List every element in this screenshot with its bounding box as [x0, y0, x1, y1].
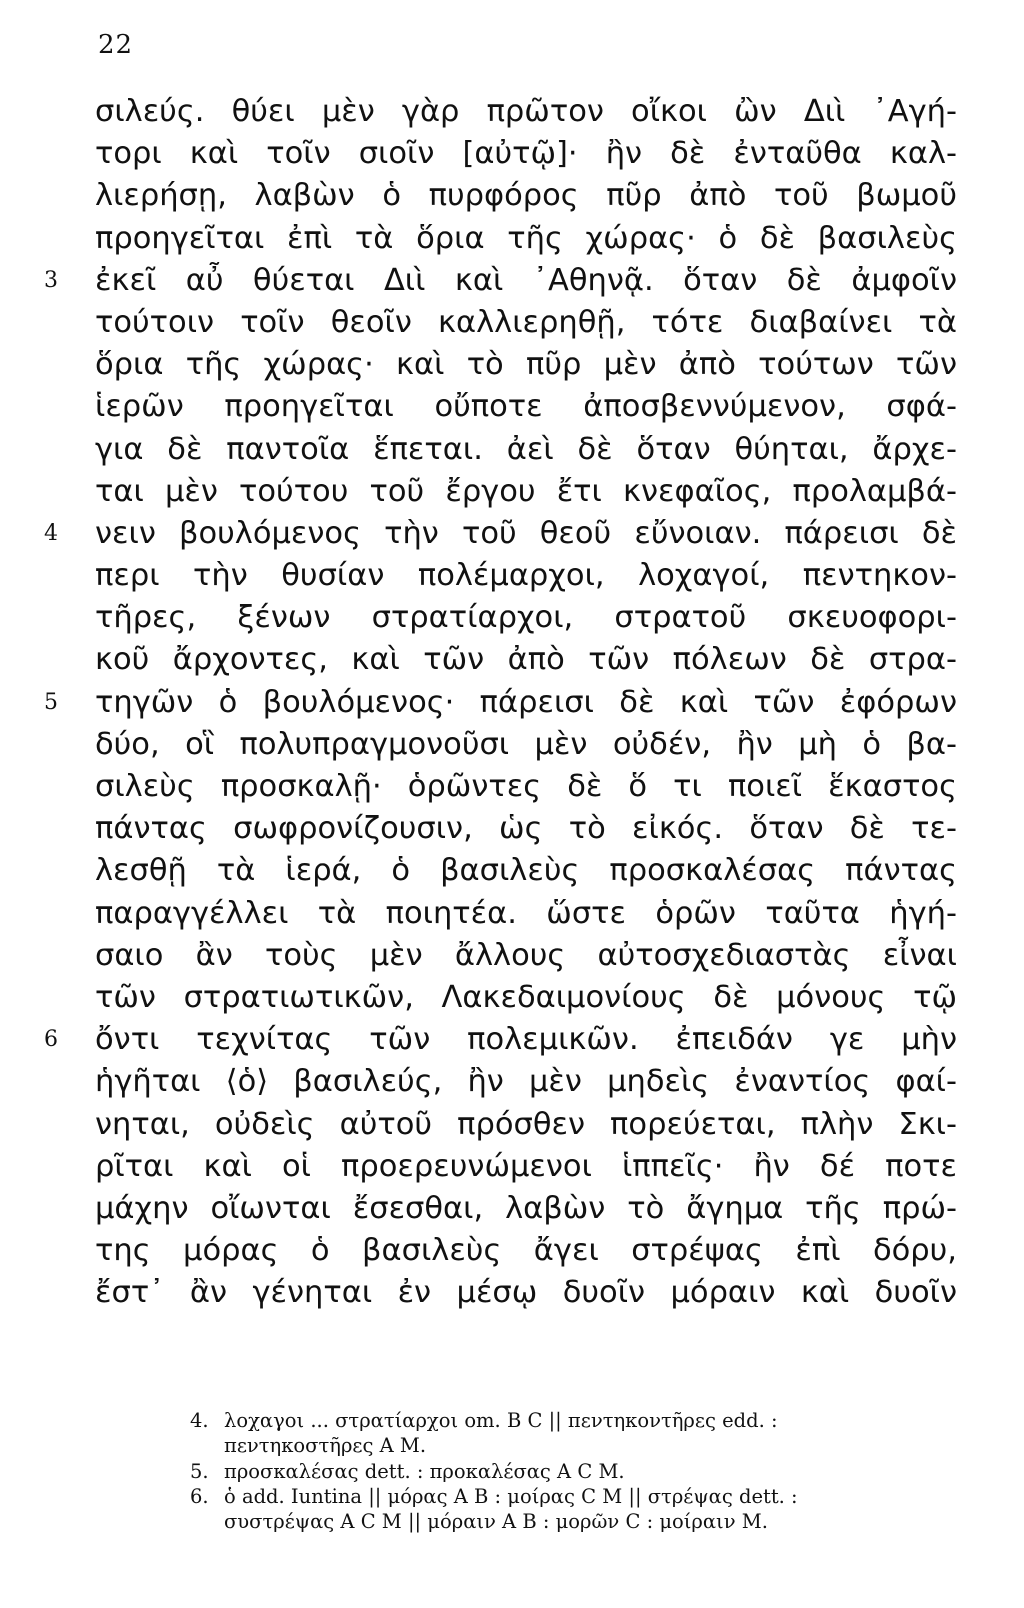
line-text: ὄντι τεχνίτας τῶν πολεμικῶν. ἐπειδάν γε μὴν: [95, 1022, 957, 1058]
footnote: [190, 1433, 960, 1458]
line-text: ται μὲν τούτου τοῦ ἔργου ἔτι κνεφαῖος, προλαμβά-: [95, 473, 957, 509]
text-line: [0, 935, 1024, 977]
text-line: [0, 1061, 1024, 1103]
main-text: [0, 91, 1024, 1314]
section-marker: 4: [44, 520, 58, 546]
line-text: ἡγῆται ⟨ὁ⟩ βασιλεύς, ἢν μὲν μηδεὶς ἐναντίος φαί-: [95, 1064, 957, 1100]
text-line: [0, 260, 1024, 302]
text-line: [0, 91, 1024, 133]
text-line: [0, 1230, 1024, 1272]
text-line: [0, 1188, 1024, 1230]
footnote-text: λοχαγοι ... στρατίαρχοι om. B C || πεντηκοντῆρες edd. :: [224, 1409, 778, 1432]
line-text: ρῖται καὶ οἱ προερευνώμενοι ἱππεῖς· ἢν δέ ποτε: [95, 1148, 957, 1184]
line-text: σιλεύς. θύει μὲν γὰρ πρῶτον οἴκοι ὢν Διὶ ᾿Αγή-: [95, 94, 957, 129]
footnote: [190, 1509, 960, 1534]
text-line: [0, 133, 1024, 175]
line-text: σαιο ἂν τοὺς μὲν ἄλλους αὐτοσχεδιαστὰς εἶναι: [95, 937, 957, 973]
footnote-text: προσκαλέσας dett. : προκαλέσας A C M.: [224, 1459, 625, 1483]
text-line: [0, 218, 1024, 260]
line-text: τῶν στρατιωτικῶν, Λακεδαιμονίους δὲ μόνους τῷ: [95, 979, 957, 1015]
section-marker: 6: [44, 1027, 58, 1053]
footnote: [190, 1408, 960, 1433]
text-line: [0, 682, 1024, 724]
line-text: κοῦ ἄρχοντες, καὶ τῶν ἀπὸ τῶν πόλεων δὲ στρα-: [95, 642, 957, 678]
footnote-text: συστρέψας A C M || μόραιν A B : μορῶν C : μοίραιν M.: [224, 1510, 768, 1534]
footnote-number: 6.: [190, 1484, 209, 1508]
line-text: της μόρας ὁ βασιλεὺς ἄγει στρέψας ἐπὶ δόρυ,: [95, 1233, 957, 1269]
text-line: [0, 977, 1024, 1019]
text-line: [0, 471, 1024, 513]
text-line: [0, 429, 1024, 471]
line-text: λεσθῇ τὰ ἱερά, ὁ βασιλεὺς προσκαλέσας πάντας: [95, 853, 957, 889]
footnote: [190, 1484, 960, 1509]
footnote-number: 5.: [190, 1459, 209, 1483]
section-marker: 5: [44, 689, 58, 715]
line-text: σιλεὺς προσκαλῇ· ὁρῶντες δὲ ὅ τι ποιεῖ ἕκαστος: [95, 769, 957, 804]
line-text: ὅρια τῆς χώρας· καὶ τὸ πῦρ μὲν ἀπὸ τούτων τῶν: [95, 347, 957, 383]
text-line: [0, 175, 1024, 217]
footnote-text: ὁ add. Iuntina || μόρας A B : μοίρας C M || στρέψας dett. :: [224, 1484, 798, 1508]
text-line: [0, 1019, 1024, 1061]
footnote-text: πεντηκοστῆρες A M.: [224, 1434, 427, 1458]
text-line: [0, 555, 1024, 597]
text-line: [0, 808, 1024, 850]
text-line: [0, 639, 1024, 681]
text-line: [0, 1272, 1024, 1314]
line-text: ἐκεῖ αὖ θύεται Διὶ καὶ ᾿Αθηνᾷ. ὅταν δὲ ἀμφοῖν: [95, 262, 957, 298]
line-text: προηγεῖται ἐπὶ τὰ ὅρια τῆς χώρας· ὁ δὲ βασιλεὺς: [95, 220, 957, 256]
text-line: [0, 893, 1024, 935]
text-line: [0, 724, 1024, 766]
text-line: [0, 597, 1024, 639]
line-text: μάχην οἴωνται ἔσεσθαι, λαβὼν τὸ ἄγημα τῆς πρώ-: [95, 1190, 957, 1226]
line-text: περι τὴν θυσίαν πολέμαρχοι, λοχαγοί, πεντηκον-: [95, 558, 957, 594]
text-line: [0, 1146, 1024, 1188]
line-text: νηται, οὐδεὶς αὐτοῦ πρόσθεν πορεύεται, πλὴν Σκι-: [95, 1106, 957, 1142]
text-line: [0, 850, 1024, 892]
line-text: ἱερῶν προηγεῖται οὔποτε ἀποσβεννύμενον, σφά-: [95, 389, 957, 425]
line-text: νειν βουλόμενος τὴν τοῦ θεοῦ εὔνοιαν. πάρεισι δὲ: [95, 515, 957, 551]
text-line: [0, 344, 1024, 386]
footnotes: [190, 1408, 960, 1534]
line-text: τῆρες, ξένων στρατίαρχοι, στρατοῦ σκευοφορι-: [95, 600, 957, 636]
text-line: [0, 1104, 1024, 1146]
section-marker: 3: [44, 267, 58, 293]
line-text: παραγγέλλει τὰ ποιητέα. ὥστε ὁρῶν ταῦτα ἡγή-: [95, 895, 957, 931]
line-text: για δὲ παντοῖα ἕπεται. ἀεὶ δὲ ὅταν θύηται, ἄρχε-: [95, 431, 957, 467]
text-line: [0, 766, 1024, 808]
text-line: [0, 513, 1024, 555]
footnote: [190, 1459, 960, 1484]
line-text: ἔστ᾿ ἂν γένηται ἐν μέσῳ δυοῖν μόραιν καὶ δυοῖν: [95, 1275, 957, 1311]
line-text: τορι καὶ τοῖν σιοῖν [αὐτῷ]· ἢν δὲ ἐνταῦθα καλ-: [95, 136, 957, 172]
page-number: 22: [98, 30, 134, 60]
text-line: [0, 386, 1024, 428]
text-line: [0, 302, 1024, 344]
line-text: τηγῶν ὁ βουλόμενος· πάρεισι δὲ καὶ τῶν ἐφόρων: [95, 684, 957, 720]
line-text: πάντας σωφρονίζουσιν, ὡς τὸ εἰκός. ὅταν δὲ τε-: [95, 811, 957, 847]
line-text: λιερήσῃ, λαβὼν ὁ πυρφόρος πῦρ ἀπὸ τοῦ βωμοῦ: [95, 178, 957, 214]
line-text: δύο, οἳ πολυπραγμονοῦσι μὲν οὐδέν, ἢν μὴ ὁ βα-: [95, 726, 957, 762]
line-text: τούτοιν τοῖν θεοῖν καλλιερηθῇ, τότε διαβαίνει τὰ: [95, 304, 957, 340]
footnote-number: 4.: [190, 1409, 209, 1432]
